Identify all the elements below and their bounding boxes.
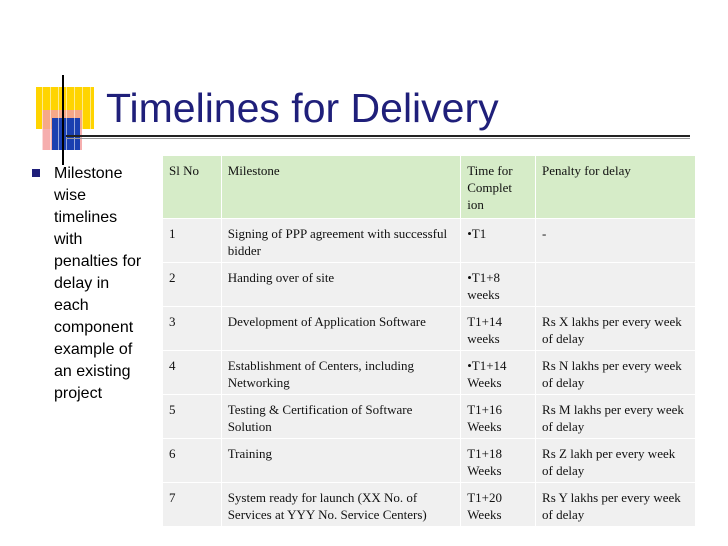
cell-penalty: - [536,219,696,263]
square-bullet-icon [32,169,40,177]
title-vertical-rule [62,75,64,165]
title-underline-shadow [66,138,690,139]
cell-no: 7 [163,483,222,527]
cell-no: 1 [163,219,222,263]
cell-milestone: Establishment of Centers, including Networking [221,351,461,395]
cell-penalty: Rs Y lakhs per every week of delay [536,483,696,527]
cell-no: 2 [163,263,222,307]
cell-time: T1+18 Weeks [461,439,536,483]
cell-time: T1+14 weeks [461,307,536,351]
cell-time [461,219,536,263]
table-row [163,263,696,307]
header-milestone: Milestone [221,156,461,219]
cell-no: 6 [163,439,222,483]
cell-milestone: Training [221,439,461,483]
table-row [163,483,696,527]
cell-penalty [536,263,696,307]
cell-no: 4 [163,351,222,395]
cell-penalty: Rs X lakhs per every week of delay [536,307,696,351]
header-time-text: Time for Complet ion [467,163,513,212]
cell-time-text: T1 [471,226,487,241]
cell-milestone: Development of Application Software [221,307,461,351]
cell-milestone: Handing over of site [221,263,461,307]
table-row [163,307,696,351]
timeline-table [162,155,696,527]
bullet-text: Milestone wise timelines with penalties for delay in each component example of an existing project [54,165,142,402]
cell-penalty: Rs M lakhs per every week of delay [536,395,696,439]
header-time [461,156,536,219]
table-row [163,439,696,483]
title-underline [66,135,690,137]
table-header-row [163,156,696,219]
table-row [163,219,696,263]
table-row [163,351,696,395]
slide-title: Timelines for Delivery [106,85,499,131]
header-penalty: Penalty for delay [536,156,696,219]
cell-no: 5 [163,395,222,439]
cell-milestone: Testing & Certification of Software Solution [221,395,461,439]
table-row [163,395,696,439]
header-sl-no: Sl No [163,156,222,219]
cell-time-text: T1+8 weeks [467,270,501,302]
logo-grid-overlay [34,84,104,152]
cell-time: T1+20 Weeks [461,483,536,527]
cell-time-text: T1+14 Weeks [467,358,507,390]
cell-time [461,351,536,395]
cell-milestone: Signing of PPP agreement with successful bidder [221,219,461,263]
cell-no: 3 [163,307,222,351]
cell-time [461,263,536,307]
cell-penalty: Rs Z lakh per every week of delay [536,439,696,483]
cell-time: T1+16 Weeks [461,395,536,439]
cell-penalty: Rs N lakhs per every week of delay [536,351,696,395]
bullet-list [32,163,162,405]
cell-milestone: System ready for launch (XX No. of Services at YYY No. Service Centers) [221,483,461,527]
